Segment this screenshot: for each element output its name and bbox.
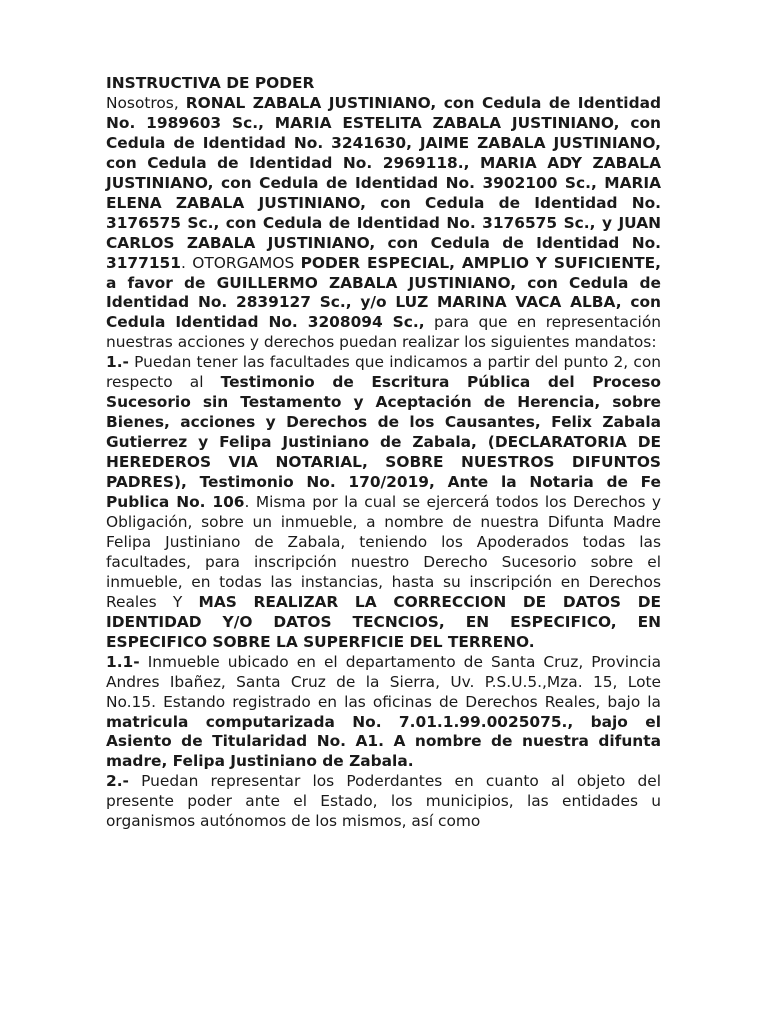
clause-1-bold-1: Testimonio de Escritura Pública del Proceso Sucesorio sin Testamento y Aceptación de Herencia, sobre Bienes, acciones y Derechos de los Causantes, Felix Zabala Gutierrez y Felipa Justiniano de Zabala, (DECLARATORIA DE HEREDEROS VIA NOTARIAL, SOBRE NUESTROS DIFUNTOS PADRES), Testimonio No. 170/2019, Ante la Notaria de Fe Publica No. 106 — [106, 373, 661, 512]
intro-text-2: . OTORGAMOS — [180, 253, 301, 272]
clause-1-bold-2: MAS REALIZAR LA CORRECCION DE DATOS DE IDENTIDAD Y/O DATOS TECNCIOS, EN ESPECIFICO, EN ESPECIFICO SOBRE LA SUPERFICIE DEL TERRENO. — [106, 592, 661, 651]
clause-2-text-1: Puedan representar los Poderdantes en cuanto al objeto del presente poder ante el Estado, los municipios, las entidades u organismos autónomos de los mismos, así como — [106, 772, 661, 831]
clause-1-1-bold-1: matricula computarizada No. 7.01.1.99.0025075., bajo el Asiento de Titularidad No. A1. A nombre de nuestra difunta madre, Felipa Justiniano de Zabala. — [106, 712, 661, 771]
clause-2-number: 2.- — [106, 772, 129, 791]
clause-1-text-1: Puedan tener las facultades que indicamos a partir del punto 2, con respecto al — [106, 353, 661, 392]
document-page — [106, 74, 661, 832]
clause-1-paragraph — [106, 353, 661, 652]
intro-text-1: Nosotros, — [106, 93, 186, 112]
document-title: INSTRUCTIVA DE PODER — [106, 74, 315, 92]
clause-1-text-2: . Misma por la cual se ejercerá todos los Derechos y Obligación, sobre un inmueble, a nombre de nuestra Difunta Madre Felipa Justiniano de Zabala, teniendo los Apoderados todas las facultades, para inscripción nuestro Derecho Sucesorio sobre el inmueble, en todas las instancias, hasta su inscripción en Derechos Reales Y — [106, 493, 661, 611]
clause-1-1-number: 1.1- — [106, 652, 140, 671]
clause-1-1-text-1: Inmueble ubicado en el departamento de Santa Cruz, Provincia Andres Ibañez, Santa Cruz de la Sierra, Uv. P.S.U.5.,Mza. 15, Lote No.15. Estando registrado en las oficinas de Derechos Reales, bajo la — [106, 652, 661, 711]
intro-paragraph — [106, 94, 661, 353]
clause-1-number: 1.- — [106, 353, 129, 372]
intro-text-3: para que en representación nuestras acciones y derechos puedan realizar los siguientes mandatos: — [106, 313, 662, 352]
intro-bold-2: PODER ESPECIAL, AMPLIO Y SUFICIENTE, a favor de GUILLERMO ZABALA JUSTINIANO, con Cedula de Identidad No. 2839127 Sc., y/o LUZ MARINA VACA ALBA, con Cedula Identidad No. 3208094 Sc., — [106, 253, 662, 332]
clause-1-1-paragraph — [106, 653, 661, 773]
intro-bold-1: RONAL ZABALA JUSTINIANO, con Cedula de Identidad No. 1989603 Sc., MARIA ESTELITA ZABALA JUSTINIANO, con Cedula de Identidad No. 3241630, JAIME ZABALA JUSTINIANO, con Cedula de Identidad No. 2969118., MARIA ADY ZABALA JUSTINIANO, con Cedula de Identidad No. 3902100 Sc., MARIA ELENA ZABALA JUSTINIANO, con Cedula de Identidad No. 3176575 Sc., con Cedula de Identidad No. 3176575 Sc., y JUAN CARLOS ZABALA JUSTINIANO, con Cedula de Identidad No. 3177151 — [106, 93, 661, 272]
clause-2-paragraph — [106, 772, 661, 832]
